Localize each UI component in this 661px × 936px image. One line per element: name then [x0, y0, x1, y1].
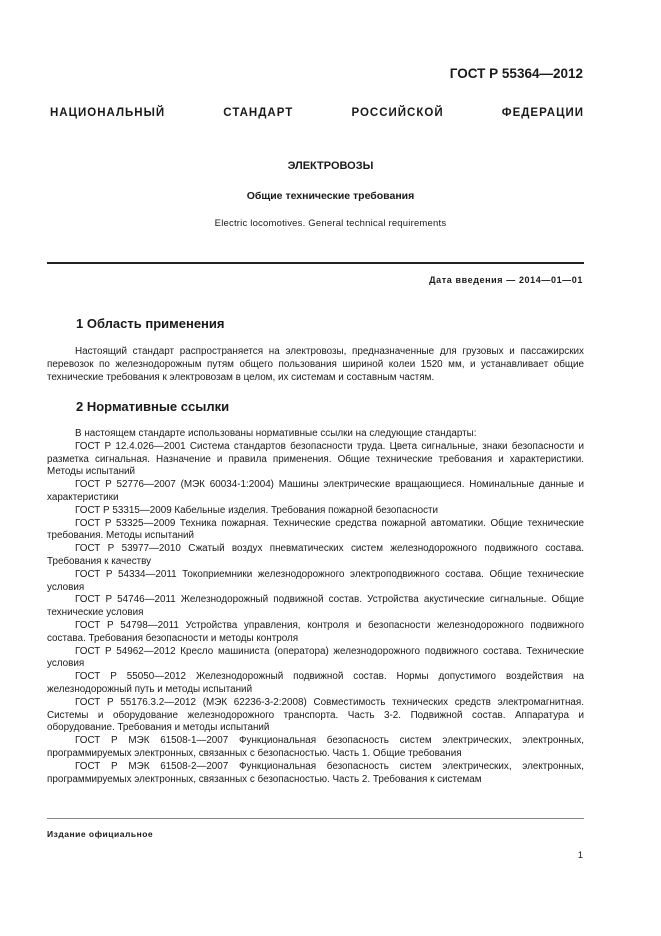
title-divider: [47, 262, 584, 264]
reference-item: ГОСТ Р 55050—2012 Железнодорожный подвижной состав. Нормы допустимого воздействия на железнодорожный путь и методы испытаний: [47, 671, 584, 695]
official-edition-label: Издание официальное: [47, 829, 154, 839]
document-subtitle: Общие технические требования: [246, 190, 415, 202]
footer-divider: [47, 818, 584, 819]
reference-item: ГОСТ Р МЭК 61508-2—2007 Функциональная безопасность систем электрических, электронных, программируемых электронных, связанных с безопасностью. Часть 2. Требования к системам: [47, 760, 584, 785]
reference-item: ГОСТ Р 54962—2012 Кресло машиниста (оператора) железнодорожного подвижного состава. Технические условия: [47, 645, 584, 670]
document-title: ЭЛЕКТРОВОЗЫ: [287, 160, 374, 172]
reference-item: ГОСТ Р 52776—2007 (МЭК 60034-1:2004) Машины электрические вращающиеся. Номинальные данные и характеристики: [47, 479, 584, 503]
national-standard-banner: НАЦИОНАЛЬНЫЙ СТАНДАРТ РОССИЙСКОЙ ФЕДЕРАЦИИ: [50, 107, 584, 119]
section-2-heading: 2 Нормативные ссылки: [76, 399, 230, 414]
document-number: ГОСТ Р 55364—2012: [449, 66, 583, 81]
introduction-date: Дата введения — 2014—01—01: [429, 275, 583, 285]
section-1-heading: 1 Область применения: [76, 316, 225, 331]
reference-item: ГОСТ Р 53977—2010 Сжатый воздух пневматических систем железнодорожного подвижного состава. Требования к качеству: [47, 543, 584, 567]
reference-item: ГОСТ Р 53325—2009 Техника пожарная. Технические средства пожарной автоматики. Общие технические требования. Методы испытаний: [47, 517, 584, 542]
reference-item: ГОСТ Р 55176.3.2—2012 (МЭК 62236-3-2:2008) Совместимость технических средств электромагнитная. Системы и оборудование железнодорожного транспорта. Часть 3-2. Подвижной состав. Аппаратура и оборудование. Требования и методы испытаний: [47, 696, 584, 734]
reference-item: ГОСТ Р 54746—2011 Железнодорожный подвижной состав. Устройства акустические сигнальные. Общие технические условия: [47, 594, 584, 619]
paragraph: Настоящий стандарт распространяется на электровозы, предназначенные для грузовых и пассажирских перевозок по железнодорожным путям общего пользования шириной колеи 1520 мм, и устанавливает общие технические требования к электровозам в целом, их системам и составным частям.: [47, 346, 584, 383]
section-2-body: [47, 428, 584, 786]
reference-item: ГОСТ Р 12.4.026—2001 Система стандартов безопасности труда. Цвета сигнальные, знаки безопасности и разметка сигнальная. Назначение и правила применения. Общие технические требования и характеристики. Методы испытаний: [47, 440, 584, 478]
reference-item: ГОСТ Р 54334—2011 Токоприемники железнодорожного электроподвижного состава. Общие технические условия: [47, 568, 584, 593]
page-number: 1: [577, 850, 583, 861]
reference-item: ГОСТ Р 54798—2011 Устройства управления, контроля и безопасности железнодорожного подвижного состава. Требования безопасности и методы контроля: [47, 619, 584, 644]
section-1-body: [47, 346, 584, 384]
reference-item: ГОСТ Р 53315—2009 Кабельные изделия. Требования пожарной безопасности: [75, 504, 439, 516]
paragraph: В настоящем стандарте использованы нормативные ссылки на следующие стандарты:: [75, 428, 477, 439]
reference-item: ГОСТ Р МЭК 61508-1—2007 Функциональная безопасность систем электрических, электронных, программируемых электронных, связанных с безопасностью. Часть 1. Общие требования: [47, 735, 584, 759]
english-title: Electric locomotives. General technical requirements: [214, 218, 447, 229]
